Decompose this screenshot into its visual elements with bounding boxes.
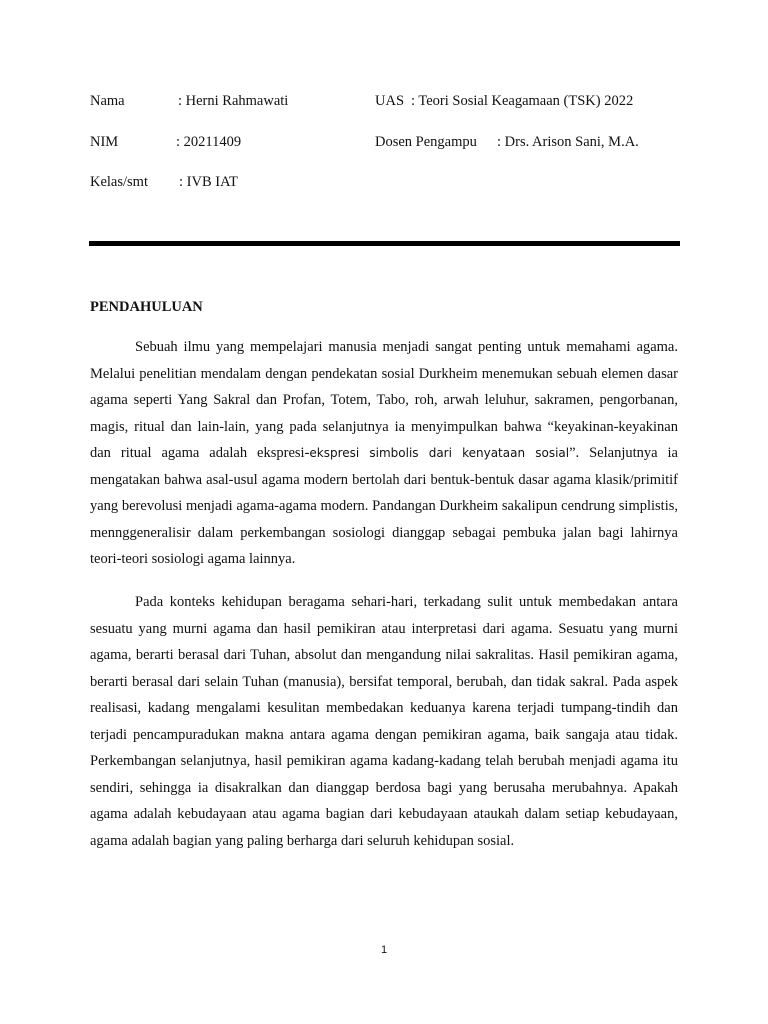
kelas-value: : IVB IAT: [179, 174, 238, 190]
nama-label: Nama: [90, 93, 125, 109]
section-title: PENDAHULUAN: [90, 299, 203, 315]
paragraph-1-text: Sebuah ilmu yang mempelajari manusia menjadi sangat penting untuk memahami agama. Melalui penelitian mendalam dengan pendekatan sosial Durkheim menemukan sebuah elemen dasar agama seperti Yang Sakral dan Profan, Totem, Tabo, roh, arwah leluhur, sakramen, pengorbanan, magis, ritual dan lain-lain, yang pada selanjutnya ia menyimpulkan bahwa “keyakinan-keyakinan dan ritual agama adalah ekspresi-: [90, 339, 678, 461]
paragraph-1: [90, 334, 678, 573]
nama-value: : Herni Rahmawati: [178, 93, 289, 109]
page-number: 1: [380, 944, 388, 956]
nim-value: : 20211409: [176, 134, 242, 150]
uas-value: : Teori Sosial Keagamaan (TSK) 2022: [411, 93, 634, 109]
nim-label: NIM: [90, 134, 119, 150]
dosen-value: : Drs. Arison Sani, M.A.: [497, 134, 639, 150]
paragraph-1-text-continued: ”. Selanjutnya ia mengatakan bahwa asal-usul agama modern bertolah dari bentuk-bentuk dasar agama klasik/primitif yang berevolusi menjadi agama-agama modern. Pandangan Durkheim sakalipun cendrung simplistis, mennggeneralisir dalam perkembangan sosiologi dianggap sebagai pembuka jalan bagi lahirnya teori-teori sosiologi agama lainnya.: [90, 445, 678, 567]
paragraph-1-quote: ekspresi simbolis dari kenyataan sosial: [309, 446, 570, 460]
uas-label: UAS: [375, 93, 405, 109]
paragraph-2: Pada konteks kehidupan beragama sehari-hari, terkadang sulit untuk membedakan antara sesuatu yang murni agama dan hasil pemikiran atau interpretasi dari agama. Sesuatu yang murni agama, berarti berasal dari Tuhan, absolut dan mengandung nilai sakralitas. Hasil pemikiran agama, berarti berasal dari selain Tuhan (manusia), bersifat temporal, berubah, dan tidak sakral. Pada aspek realisasi, kadang mengalami kesulitan membedakan keduanya karena terjadi tumpang-tindih dan terjadi pencampuradukan makna antara agama dengan pemikiran agama, baik sangaja atau tidak. Perkembangan selanjutnya, hasil pemikiran agama kadang-kadang telah berubah menjadi agama itu sendiri, sehingga ia disakralkan dan dianggap berdosa bagi yang berusaha merubahnya. Apakah agama adalah kebudayaan atau agama bagian dari kebudayaan ataukah dalam setiap kebudayaan, agama adalah bagian yang paling berharga dari seluruh kehidupan sosial.: [90, 594, 678, 849]
kelas-label: Kelas/smt: [90, 174, 148, 190]
header-divider: [89, 241, 680, 246]
dosen-label: Dosen Pengampu: [375, 134, 477, 150]
